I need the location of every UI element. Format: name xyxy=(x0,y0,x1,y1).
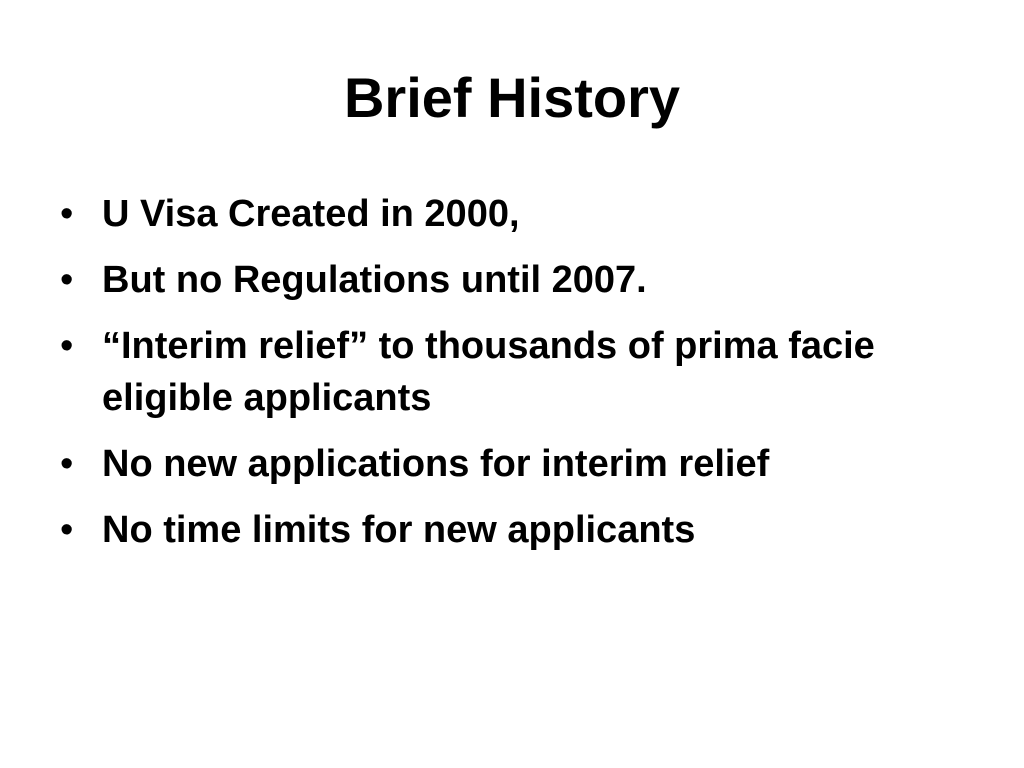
bullet-text: No time limits for new applicants xyxy=(102,509,696,551)
bullet-icon: • xyxy=(60,443,74,485)
bullet-text: But no Regulations until 2007. xyxy=(102,259,647,301)
slide-title: Brief History xyxy=(343,66,681,129)
bullet-item xyxy=(60,504,960,556)
bullet-text: “Interim relief” to thousands of prima facie eligible applicants xyxy=(102,325,875,419)
bullet-item xyxy=(60,438,960,490)
bullet-item xyxy=(60,320,960,424)
bullet-icon: • xyxy=(60,509,74,551)
bullet-list xyxy=(60,188,960,570)
bullet-icon: • xyxy=(60,193,74,235)
bullet-text: U Visa Created in 2000, xyxy=(102,193,520,235)
bullet-icon: • xyxy=(60,325,74,367)
bullet-text: No new applications for interim relief xyxy=(102,443,770,485)
bullet-item xyxy=(60,254,960,306)
bullet-icon: • xyxy=(60,259,74,301)
bullet-item xyxy=(60,188,960,240)
